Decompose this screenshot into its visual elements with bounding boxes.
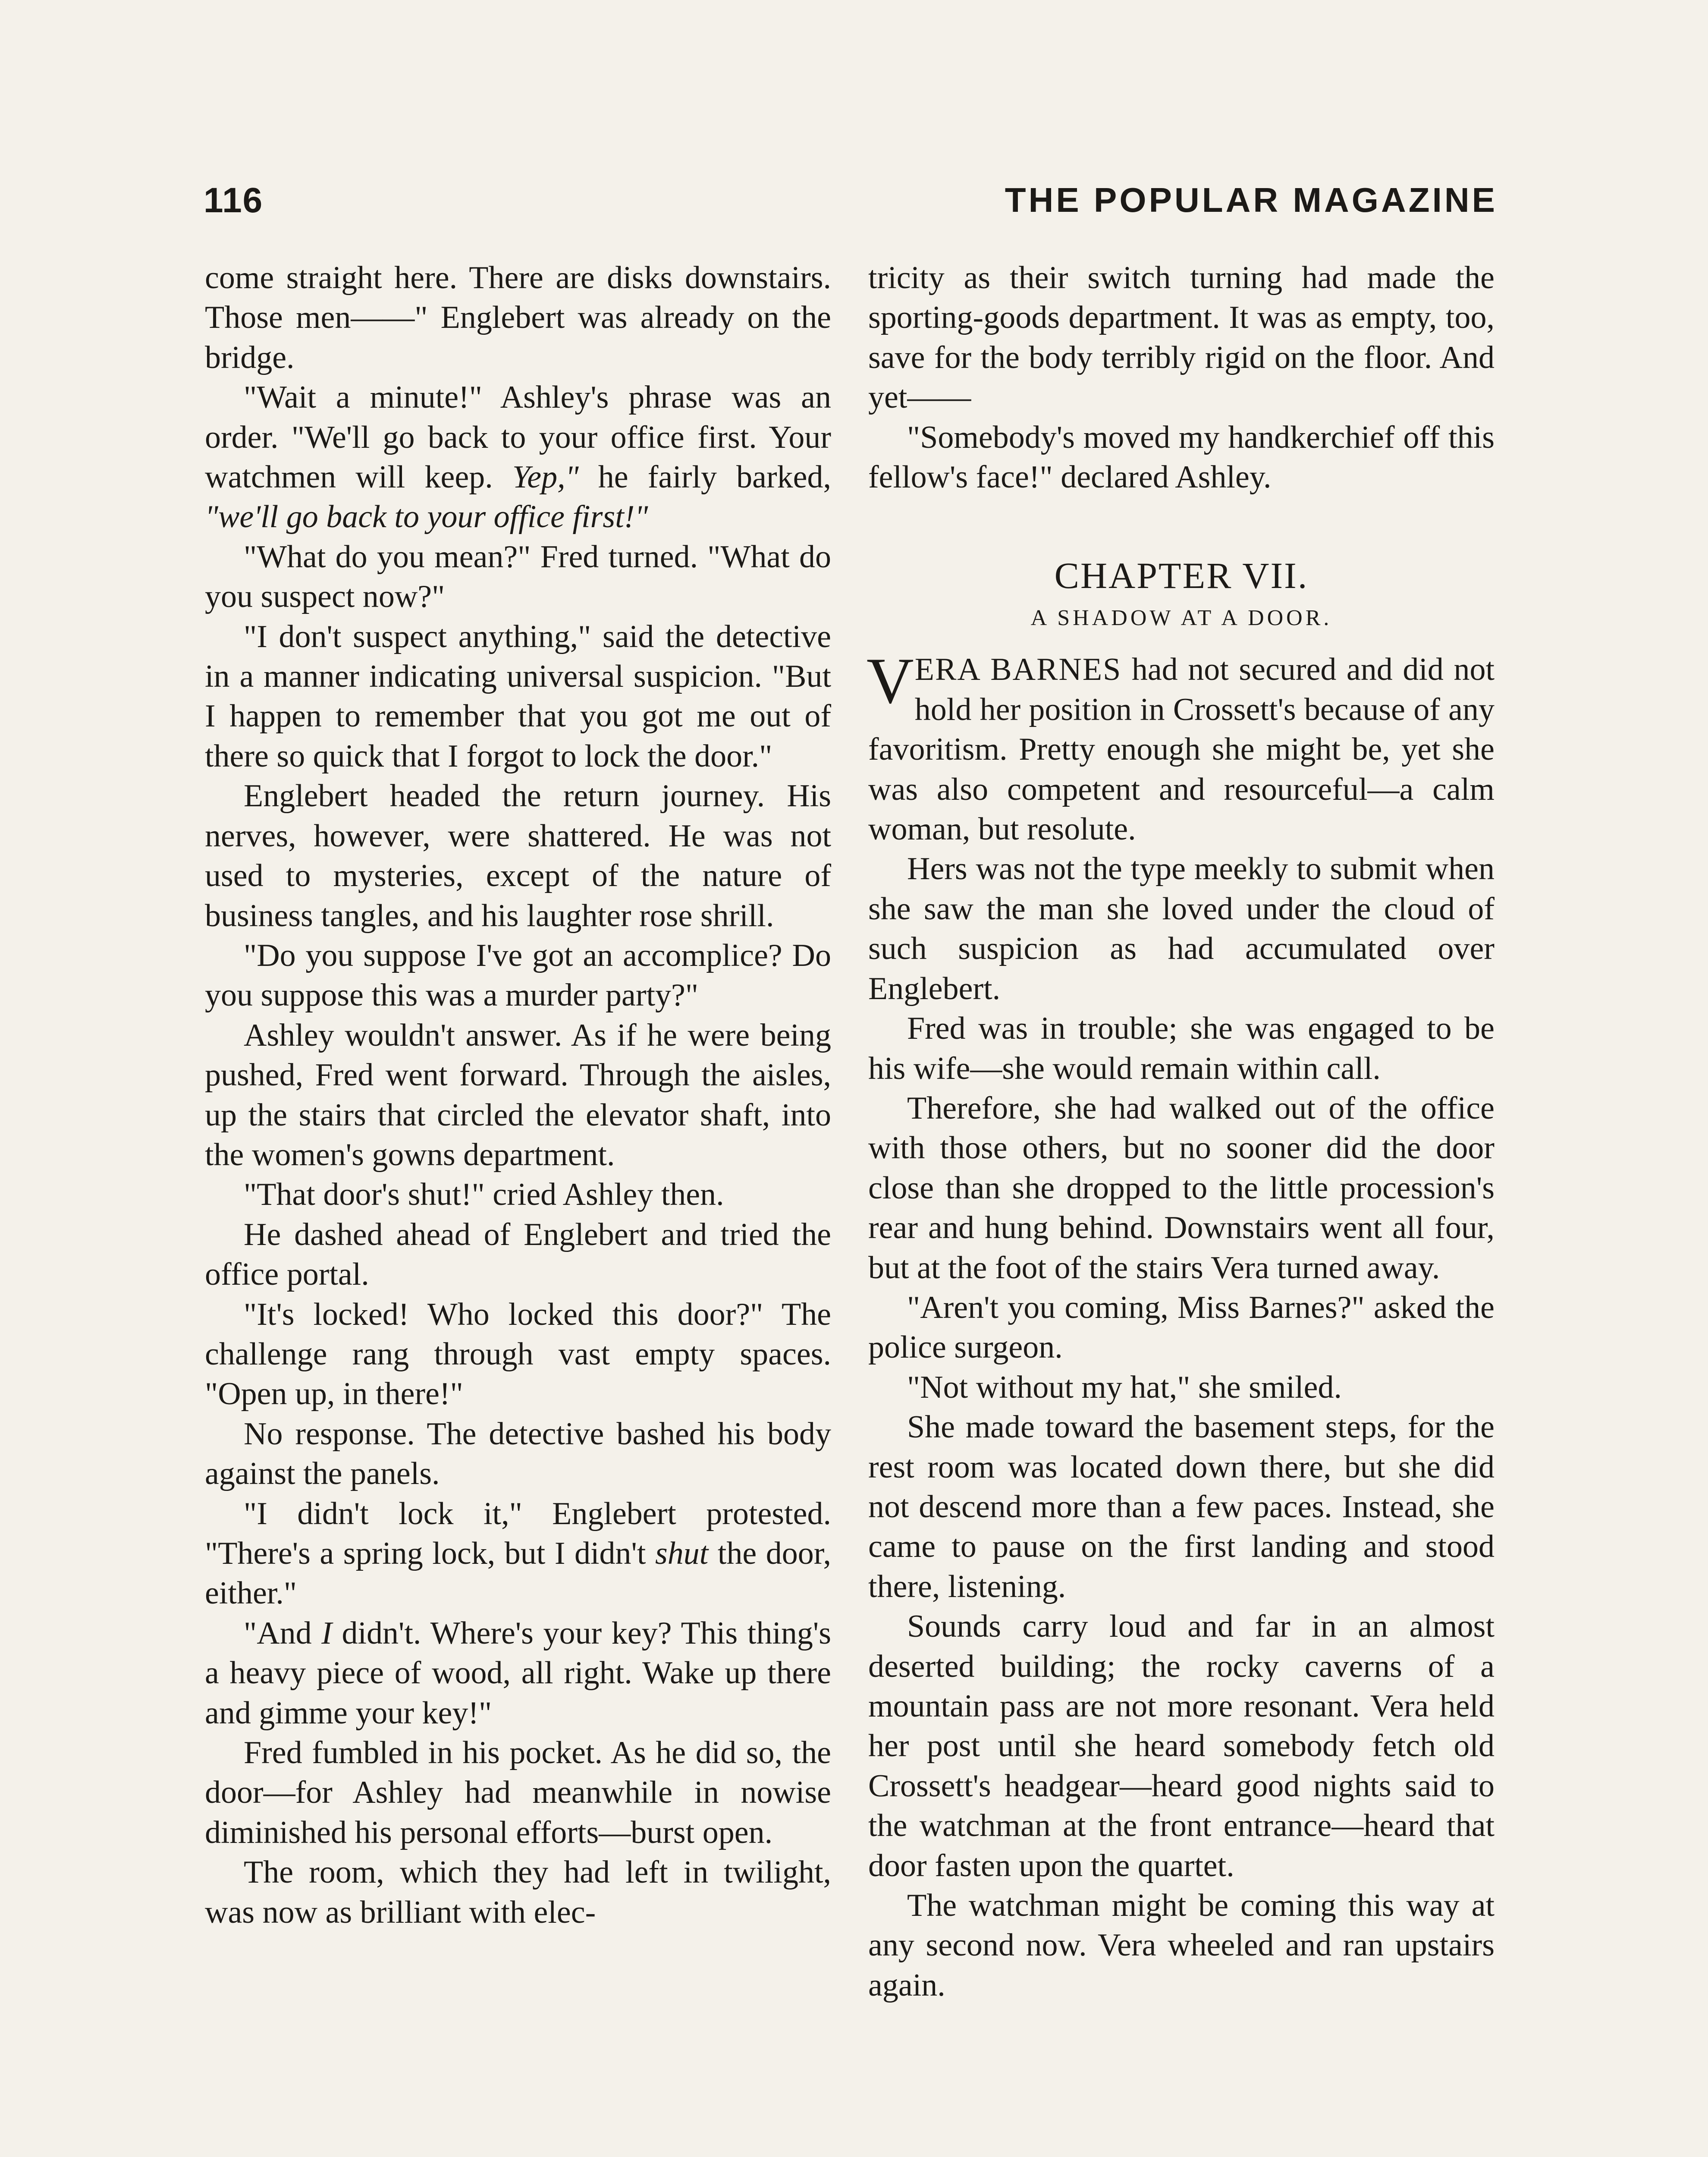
paragraph: He dashed ahead of Englebert and tried the office portal. bbox=[205, 1217, 831, 1292]
page-header bbox=[204, 180, 1498, 228]
paragraph-text: "I didn't lock it," Englebert protested. "There's a spring lock, but I didn't bbox=[205, 1496, 831, 1571]
paragraph: Therefore, she had walked out of the office with those others, but no sooner did the door close than she dropped to the little procession's rear and hung behind. Downstairs went all four, but at the foot of the stairs Vera turned away. bbox=[868, 1090, 1494, 1286]
paragraph-text: he fairly barked, bbox=[598, 459, 832, 495]
paragraph: She made toward the basement steps, for the rest room was located down there, but she did not descend more than a few paces. Instead, she came to pause on the first landing and stood there, listening. bbox=[868, 1409, 1494, 1604]
page-number: 116 bbox=[204, 181, 264, 220]
paragraph: "It's locked! Who locked this door?" The challenge rang through vast empty spaces. "Open up, in there!" bbox=[205, 1296, 831, 1412]
paragraph: Ashley wouldn't answer. As if he were being pushed, Fred went forward. Through the aisles, up the stairs that circled the elevator shaft, into the women's gowns department. bbox=[205, 1017, 831, 1173]
paragraph: tricity as their switch turning had made the sporting-goods department. It was as empty, too, save for the body terribly rigid on the floor. And yet—— bbox=[868, 260, 1494, 415]
italic-text: shut bbox=[655, 1536, 709, 1571]
right-column bbox=[868, 258, 1494, 2005]
paragraph: "What do you mean?" Fred turned. "What do you suspect now?" bbox=[205, 539, 831, 615]
paragraph-text: had not secured and did not hold her position in Crossett's because of any favoritism. Pretty enough she might be, yet she was also competent and resourceful—a calm woman, but resolute. bbox=[868, 652, 1495, 847]
italic-text: I bbox=[321, 1615, 332, 1651]
paragraph: The watchman might be coming this way at any second now. Vera wheeled and ran upstairs again. bbox=[868, 1888, 1494, 2003]
paragraph: Fred fumbled in his pocket. As he did so, the door—for Ashley had meanwhile in nowise diminished his personal efforts—burst open. bbox=[205, 1735, 831, 1850]
paragraph: "Not without my hat," she smiled. bbox=[907, 1369, 1342, 1405]
paragraph-text: the door, either." bbox=[205, 1536, 831, 1611]
paragraph-text: "And bbox=[244, 1615, 312, 1651]
italic-text: "we'll go back to your office first!" bbox=[205, 499, 648, 535]
running-head: THE POPULAR MAGAZINE bbox=[1005, 181, 1498, 219]
paragraph bbox=[205, 1613, 831, 1733]
paragraph: come straight here. There are disks downstairs. Those men——" Englebert was already on the bridge. bbox=[205, 260, 831, 375]
paragraph: "Do you suppose I've got an accomplice? Do you suppose this was a murder party?" bbox=[205, 937, 831, 1013]
chapter-opening-paragraph bbox=[867, 645, 1495, 849]
paragraph: Hers was not the type meekly to submit when she saw the man she loved under the cloud of such suspicion as had accumulated over Englebert. bbox=[868, 851, 1494, 1006]
italic-text: Yep," bbox=[512, 459, 579, 495]
paragraph: "I don't suspect anything," said the detective in a manner indicating universal suspicion. "But I happen to remember that you got me out of there so quick that I forgot to lock the door." bbox=[205, 619, 831, 774]
paragraph-text: didn't. Where's your key? This thing's a heavy piece of wood, all right. Wake up there and gimme your key!" bbox=[205, 1615, 832, 1731]
drop-cap: V bbox=[867, 645, 914, 717]
paragraph: The room, which they had left in twilight, was now as brilliant with elec- bbox=[205, 1855, 831, 1930]
opening-words: ERA BARNES bbox=[914, 652, 1122, 688]
paragraph-text: "Wait a minute!" Ashley's phrase was an order. "We'll go back to your office first. Your watchmen will keep. bbox=[205, 380, 831, 495]
left-column bbox=[205, 258, 831, 1932]
paragraph: Sounds carry loud and far in an almost deserted building; the rocky caverns of a mountain pass are not more resonant. Vera held her post until she heard somebody fetch old Crossett's headgear—heard good nights said to the watchman at the front entrance—heard that door fasten upon the quartet. bbox=[868, 1609, 1494, 1883]
paragraph: "That door's shut!" cried Ashley then. bbox=[244, 1177, 724, 1213]
paragraph: No response. The detective bashed his body against the panels. bbox=[205, 1416, 831, 1492]
paragraph: "Somebody's moved my handkerchief off this fellow's face!" declared Ashley. bbox=[868, 419, 1494, 495]
chapter-subtitle: A SHADOW AT A DOOR. bbox=[1030, 606, 1332, 631]
paragraph: Englebert headed the return journey. His nerves, however, were shattered. He was not used to mysteries, except of the nature of business tangles, and his laughter rose shrill. bbox=[205, 778, 831, 934]
chapter-title: CHAPTER VII. bbox=[1054, 555, 1309, 597]
paragraph: "Aren't you coming, Miss Barnes?" asked the police surgeon. bbox=[868, 1289, 1494, 1365]
paragraph bbox=[205, 377, 831, 537]
paragraph bbox=[205, 1494, 831, 1613]
paragraph: Fred was in trouble; she was engaged to be his wife—she would remain within call. bbox=[868, 1011, 1494, 1086]
